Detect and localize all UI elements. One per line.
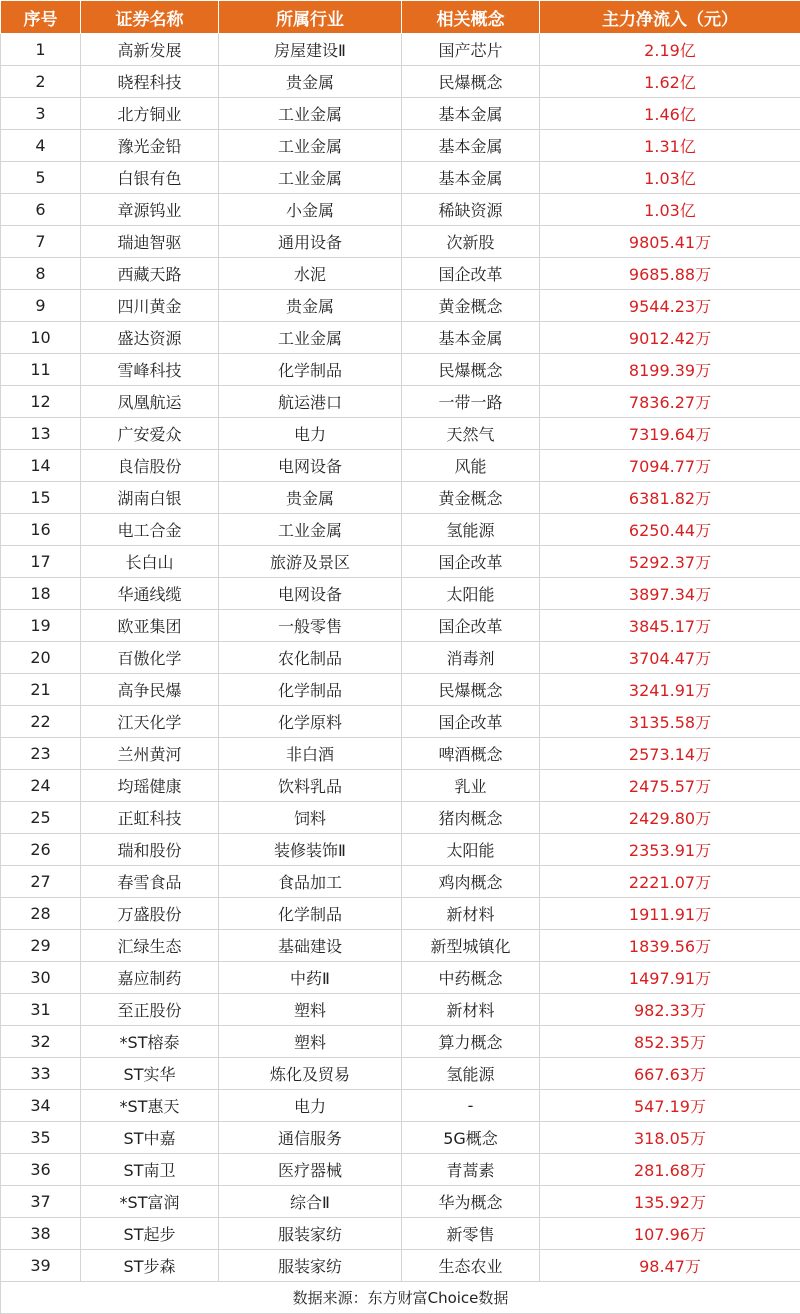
table-row <box>1 34 800 66</box>
cell-rank: 13 <box>1 418 81 450</box>
cell-security-name: 湖南白银 <box>81 482 219 514</box>
cell-industry: 装修装饰Ⅱ <box>219 834 402 866</box>
cell-industry: 医疗器械 <box>219 1154 402 1186</box>
cell-net-inflow: 98.47万 <box>540 1250 800 1282</box>
cell-net-inflow: 1911.91万 <box>540 898 800 930</box>
cell-security-name: ST中嘉 <box>81 1122 219 1154</box>
table-row <box>1 1122 800 1154</box>
cell-rank: 1 <box>1 34 81 66</box>
cell-net-inflow: 135.92万 <box>540 1186 800 1218</box>
cell-security-name: 晓程科技 <box>81 66 219 98</box>
cell-rank: 11 <box>1 354 81 386</box>
cell-net-inflow: 1.31亿 <box>540 130 800 162</box>
cell-concept: 氢能源 <box>402 1058 540 1090</box>
table-row <box>1 1154 800 1186</box>
cell-security-name: 四川黄金 <box>81 290 219 322</box>
cell-concept: 国产芯片 <box>402 34 540 66</box>
cell-security-name: 良信股份 <box>81 450 219 482</box>
cell-rank: 26 <box>1 834 81 866</box>
cell-security-name: *ST惠天 <box>81 1090 219 1122</box>
cell-industry: 贵金属 <box>219 66 402 98</box>
header-net-inflow: 主力净流入（元） <box>540 1 800 34</box>
table-row <box>1 322 800 354</box>
cell-rank: 18 <box>1 578 81 610</box>
cell-rank: 21 <box>1 674 81 706</box>
cell-net-inflow: 6381.82万 <box>540 482 800 514</box>
table-row <box>1 674 800 706</box>
cell-concept: 一带一路 <box>402 386 540 418</box>
cell-concept: 算力概念 <box>402 1026 540 1058</box>
cell-industry: 一般零售 <box>219 610 402 642</box>
cell-security-name: 电工合金 <box>81 514 219 546</box>
cell-rank: 2 <box>1 66 81 98</box>
cell-rank: 32 <box>1 1026 81 1058</box>
cell-security-name: 高争民爆 <box>81 674 219 706</box>
cell-rank: 9 <box>1 290 81 322</box>
cell-security-name: 华通线缆 <box>81 578 219 610</box>
cell-concept: - <box>402 1090 540 1122</box>
cell-industry: 通信服务 <box>219 1122 402 1154</box>
cell-security-name: *ST榕泰 <box>81 1026 219 1058</box>
table-row <box>1 1218 800 1250</box>
cell-net-inflow: 3135.58万 <box>540 706 800 738</box>
cell-concept: 天然气 <box>402 418 540 450</box>
cell-rank: 35 <box>1 1122 81 1154</box>
table-row <box>1 642 800 674</box>
cell-rank: 25 <box>1 802 81 834</box>
cell-security-name: 广安爱众 <box>81 418 219 450</box>
cell-industry: 中药Ⅱ <box>219 962 402 994</box>
cell-security-name: 欧亚集团 <box>81 610 219 642</box>
cell-rank: 16 <box>1 514 81 546</box>
cell-industry: 通用设备 <box>219 226 402 258</box>
cell-net-inflow: 667.63万 <box>540 1058 800 1090</box>
cell-industry: 炼化及贸易 <box>219 1058 402 1090</box>
table-row <box>1 994 800 1026</box>
cell-rank: 29 <box>1 930 81 962</box>
cell-rank: 19 <box>1 610 81 642</box>
table-row <box>1 1250 800 1282</box>
table-body <box>1 34 800 1282</box>
cell-security-name: 长白山 <box>81 546 219 578</box>
table-row <box>1 706 800 738</box>
cell-security-name: 嘉应制药 <box>81 962 219 994</box>
cell-net-inflow: 107.96万 <box>540 1218 800 1250</box>
cell-concept: 华为概念 <box>402 1186 540 1218</box>
cell-concept: 民爆概念 <box>402 674 540 706</box>
cell-industry: 化学制品 <box>219 898 402 930</box>
cell-rank: 7 <box>1 226 81 258</box>
cell-industry: 食品加工 <box>219 866 402 898</box>
cell-concept: 新材料 <box>402 898 540 930</box>
table-row <box>1 546 800 578</box>
cell-industry: 服装家纺 <box>219 1250 402 1282</box>
cell-industry: 饲料 <box>219 802 402 834</box>
cell-security-name: ST步森 <box>81 1250 219 1282</box>
cell-concept: 基本金属 <box>402 162 540 194</box>
cell-rank: 5 <box>1 162 81 194</box>
table-row <box>1 1058 800 1090</box>
cell-concept: 黄金概念 <box>402 482 540 514</box>
cell-concept: 国企改革 <box>402 546 540 578</box>
cell-security-name: 均瑶健康 <box>81 770 219 802</box>
table-row <box>1 930 800 962</box>
cell-industry: 塑料 <box>219 994 402 1026</box>
cell-net-inflow: 1.46亿 <box>540 98 800 130</box>
table-row <box>1 194 800 226</box>
cell-security-name: 白银有色 <box>81 162 219 194</box>
cell-security-name: 正虹科技 <box>81 802 219 834</box>
cell-rank: 20 <box>1 642 81 674</box>
cell-concept: 氢能源 <box>402 514 540 546</box>
cell-concept: 民爆概念 <box>402 354 540 386</box>
cell-industry: 电力 <box>219 1090 402 1122</box>
cell-concept: 国企改革 <box>402 610 540 642</box>
cell-net-inflow: 2353.91万 <box>540 834 800 866</box>
cell-security-name: 雪峰科技 <box>81 354 219 386</box>
cell-rank: 28 <box>1 898 81 930</box>
cell-concept: 5G概念 <box>402 1122 540 1154</box>
cell-concept: 基本金属 <box>402 322 540 354</box>
table-row <box>1 354 800 386</box>
cell-concept: 太阳能 <box>402 834 540 866</box>
table-row <box>1 802 800 834</box>
cell-concept: 次新股 <box>402 226 540 258</box>
cell-concept: 鸡肉概念 <box>402 866 540 898</box>
table-row <box>1 450 800 482</box>
cell-security-name: 春雪食品 <box>81 866 219 898</box>
header-row <box>1 1 800 34</box>
cell-concept: 基本金属 <box>402 98 540 130</box>
cell-industry: 房屋建设Ⅱ <box>219 34 402 66</box>
cell-net-inflow: 547.19万 <box>540 1090 800 1122</box>
cell-net-inflow: 9544.23万 <box>540 290 800 322</box>
table-row <box>1 130 800 162</box>
cell-security-name: 至正股份 <box>81 994 219 1026</box>
cell-rank: 30 <box>1 962 81 994</box>
cell-net-inflow: 1.03亿 <box>540 194 800 226</box>
cell-net-inflow: 9805.41万 <box>540 226 800 258</box>
cell-net-inflow: 5292.37万 <box>540 546 800 578</box>
cell-industry: 工业金属 <box>219 322 402 354</box>
table-row <box>1 258 800 290</box>
cell-industry: 贵金属 <box>219 482 402 514</box>
source-row <box>1 1282 800 1314</box>
table-row <box>1 962 800 994</box>
table-row <box>1 418 800 450</box>
table-row <box>1 738 800 770</box>
cell-net-inflow: 982.33万 <box>540 994 800 1026</box>
cell-net-inflow: 3241.91万 <box>540 674 800 706</box>
cell-rank: 14 <box>1 450 81 482</box>
cell-industry: 水泥 <box>219 258 402 290</box>
cell-security-name: 凤凰航运 <box>81 386 219 418</box>
table-row <box>1 834 800 866</box>
cell-rank: 31 <box>1 994 81 1026</box>
table-row <box>1 1090 800 1122</box>
header-rank: 序号 <box>1 1 81 34</box>
cell-net-inflow: 9685.88万 <box>540 258 800 290</box>
cell-industry: 农化制品 <box>219 642 402 674</box>
cell-rank: 37 <box>1 1186 81 1218</box>
table-row <box>1 1026 800 1058</box>
cell-security-name: 百傲化学 <box>81 642 219 674</box>
table-row <box>1 290 800 322</box>
cell-security-name: 兰州黄河 <box>81 738 219 770</box>
cell-security-name: ST南卫 <box>81 1154 219 1186</box>
cell-concept: 基本金属 <box>402 130 540 162</box>
cell-rank: 12 <box>1 386 81 418</box>
cell-concept: 消毒剂 <box>402 642 540 674</box>
table-row <box>1 898 800 930</box>
cell-industry: 工业金属 <box>219 514 402 546</box>
cell-industry: 工业金属 <box>219 162 402 194</box>
table-row <box>1 162 800 194</box>
cell-net-inflow: 3845.17万 <box>540 610 800 642</box>
table-row <box>1 482 800 514</box>
cell-net-inflow: 318.05万 <box>540 1122 800 1154</box>
cell-security-name: 瑞迪智驱 <box>81 226 219 258</box>
cell-net-inflow: 8199.39万 <box>540 354 800 386</box>
cell-rank: 34 <box>1 1090 81 1122</box>
cell-industry: 电力 <box>219 418 402 450</box>
cell-net-inflow: 7319.64万 <box>540 418 800 450</box>
cell-net-inflow: 2.19亿 <box>540 34 800 66</box>
cell-rank: 17 <box>1 546 81 578</box>
cell-industry: 化学制品 <box>219 674 402 706</box>
cell-concept: 国企改革 <box>402 706 540 738</box>
cell-net-inflow: 2429.80万 <box>540 802 800 834</box>
cell-rank: 8 <box>1 258 81 290</box>
cell-industry: 航运港口 <box>219 386 402 418</box>
table-row <box>1 514 800 546</box>
cell-net-inflow: 1497.91万 <box>540 962 800 994</box>
cell-rank: 23 <box>1 738 81 770</box>
cell-net-inflow: 1.62亿 <box>540 66 800 98</box>
data-source-note: 数据来源：东方财富Choice数据 <box>1 1282 800 1314</box>
cell-net-inflow: 3704.47万 <box>540 642 800 674</box>
cell-security-name: 万盛股份 <box>81 898 219 930</box>
table-row <box>1 578 800 610</box>
cell-concept: 生态农业 <box>402 1250 540 1282</box>
cell-concept: 中药概念 <box>402 962 540 994</box>
cell-rank: 27 <box>1 866 81 898</box>
cell-concept: 黄金概念 <box>402 290 540 322</box>
cell-concept: 新型城镇化 <box>402 930 540 962</box>
cell-security-name: 西藏天路 <box>81 258 219 290</box>
cell-concept: 新零售 <box>402 1218 540 1250</box>
cell-rank: 38 <box>1 1218 81 1250</box>
cell-industry: 服装家纺 <box>219 1218 402 1250</box>
table-row <box>1 98 800 130</box>
cell-rank: 6 <box>1 194 81 226</box>
cell-industry: 饮料乳品 <box>219 770 402 802</box>
cell-net-inflow: 852.35万 <box>540 1026 800 1058</box>
cell-industry: 化学制品 <box>219 354 402 386</box>
cell-rank: 33 <box>1 1058 81 1090</box>
cell-net-inflow: 7094.77万 <box>540 450 800 482</box>
cell-concept: 猪肉概念 <box>402 802 540 834</box>
cell-net-inflow: 2573.14万 <box>540 738 800 770</box>
cell-industry: 电网设备 <box>219 450 402 482</box>
cell-concept: 新材料 <box>402 994 540 1026</box>
cell-security-name: *ST富润 <box>81 1186 219 1218</box>
cell-concept: 国企改革 <box>402 258 540 290</box>
cell-concept: 青蒿素 <box>402 1154 540 1186</box>
table-row <box>1 66 800 98</box>
cell-security-name: ST实华 <box>81 1058 219 1090</box>
cell-industry: 电网设备 <box>219 578 402 610</box>
table-row <box>1 226 800 258</box>
cell-security-name: 盛达资源 <box>81 322 219 354</box>
table-row <box>1 610 800 642</box>
table-row <box>1 866 800 898</box>
cell-industry: 综合Ⅱ <box>219 1186 402 1218</box>
cell-concept: 民爆概念 <box>402 66 540 98</box>
cell-industry: 贵金属 <box>219 290 402 322</box>
cell-concept: 乳业 <box>402 770 540 802</box>
header-industry: 所属行业 <box>219 1 402 34</box>
cell-rank: 36 <box>1 1154 81 1186</box>
table-row <box>1 386 800 418</box>
cell-net-inflow: 6250.44万 <box>540 514 800 546</box>
cell-concept: 太阳能 <box>402 578 540 610</box>
cell-security-name: 高新发展 <box>81 34 219 66</box>
cell-security-name: 江天化学 <box>81 706 219 738</box>
cell-industry: 基础建设 <box>219 930 402 962</box>
cell-industry: 小金属 <box>219 194 402 226</box>
cell-net-inflow: 9012.42万 <box>540 322 800 354</box>
cell-rank: 24 <box>1 770 81 802</box>
cell-industry: 非白酒 <box>219 738 402 770</box>
cell-net-inflow: 2475.57万 <box>540 770 800 802</box>
cell-concept: 啤酒概念 <box>402 738 540 770</box>
cell-net-inflow: 1839.56万 <box>540 930 800 962</box>
cell-security-name: 豫光金铅 <box>81 130 219 162</box>
cell-security-name: ST起步 <box>81 1218 219 1250</box>
table-row <box>1 1186 800 1218</box>
cell-net-inflow: 2221.07万 <box>540 866 800 898</box>
cell-security-name: 汇绿生态 <box>81 930 219 962</box>
cell-industry: 塑料 <box>219 1026 402 1058</box>
cell-concept: 稀缺资源 <box>402 194 540 226</box>
cell-rank: 10 <box>1 322 81 354</box>
cell-net-inflow: 281.68万 <box>540 1154 800 1186</box>
cell-net-inflow: 7836.27万 <box>540 386 800 418</box>
cell-rank: 4 <box>1 130 81 162</box>
table-row <box>1 770 800 802</box>
cell-rank: 39 <box>1 1250 81 1282</box>
header-security-name: 证券名称 <box>81 1 219 34</box>
header-concept: 相关概念 <box>402 1 540 34</box>
cell-net-inflow: 1.03亿 <box>540 162 800 194</box>
cell-industry: 工业金属 <box>219 130 402 162</box>
cell-industry: 工业金属 <box>219 98 402 130</box>
cell-security-name: 章源钨业 <box>81 194 219 226</box>
cell-rank: 3 <box>1 98 81 130</box>
cell-net-inflow: 3897.34万 <box>540 578 800 610</box>
cell-rank: 22 <box>1 706 81 738</box>
cell-industry: 化学原料 <box>219 706 402 738</box>
cell-security-name: 北方铜业 <box>81 98 219 130</box>
cell-concept: 风能 <box>402 450 540 482</box>
cell-rank: 15 <box>1 482 81 514</box>
cell-security-name: 瑞和股份 <box>81 834 219 866</box>
cell-industry: 旅游及景区 <box>219 546 402 578</box>
